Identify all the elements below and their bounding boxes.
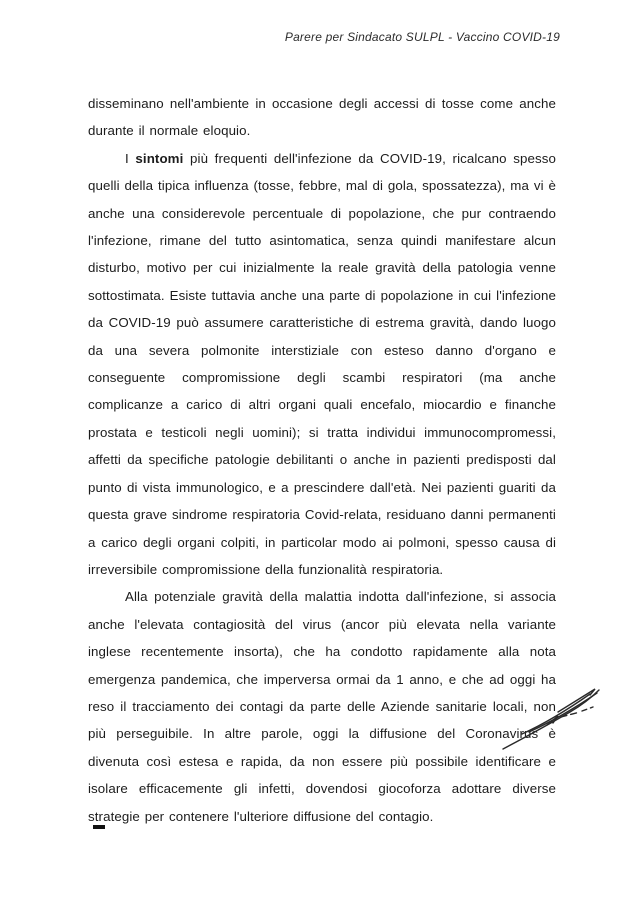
page-header: Parere per Sindacato SULPL - Vaccino COVID-19 [284,30,560,44]
paragraph-continuation: disseminano nell'ambiente in occasione degli accessi di tosse come anche durante il normale eloquio. [88,96,556,139]
paragraph-text: più frequenti dell'infezione da COVID-19, ricalcano spesso quelli della tipica influenza (tosse, febbre, mal di gola, spossatezza), ma vi è anche una considerevole percentuale di popolazione, che pur contraendo l'infezione, rimane del tutto asintomatica, senza quindi manifestare alcun disturbo, motivo per cui inizialmente la reale gravità della patologia venne sottostimata. Esiste tuttavia anche una parte di popolazione in cui l'infezione da COVID-19 può assumere caratteristiche di estrema gravità, dando luogo da una severa polmonite interstiziale con esteso danno d'organo e conseguente compromissione degli scambi respiratori (ma anche complicanze a carico di altri organi quali encefalo, miocardio e finanche prostata e testicoli negli uomini); si tratta individui immunocompromessi, affetti da specifiche patologie debilitanti o anche in pazienti predisposti dal punto di vista immunologico, e a prescindere dall'età. Nei pazienti guariti da questa grave sindrome respiratoria Covid-relata, residuano danni permanenti a carico degli organi colpiti, in particolar modo ai polmoni, spesso causa di irreversibile compromissione della funzionalità respiratoria. [88,150,557,577]
document-body [88,90,556,830]
paragraph-contagion: Alla potenziale gravità della malattia indotta dall'infezione, si associa anche l'elevata contagiosità del virus (ancor più elevata nella variante inglese recentemente insorta), che ha condotto rapidamente alla nota emergenza pandemica, che imperversa ormai da 1 anno, e che ad oggi ha reso il tracciamento dei contagi da parte delle Aziende sanitarie locali, non più perseguibile. In altre parole, oggi la diffusione del Coronavirus è divenuta così estesa e rapida, da non essere più possibile identificare e isolare efficacemente gli infetti, dovendosi giocoforza adottare diverse strategie per contenere l'ulteriore diffusione del contagio. [88,589,556,824]
paragraph-text: I [125,150,136,166]
footer-dash-mark [93,825,105,829]
bold-word: sintomi [135,150,184,166]
paragraph-symptoms [88,145,556,584]
signature-icon [498,682,606,754]
